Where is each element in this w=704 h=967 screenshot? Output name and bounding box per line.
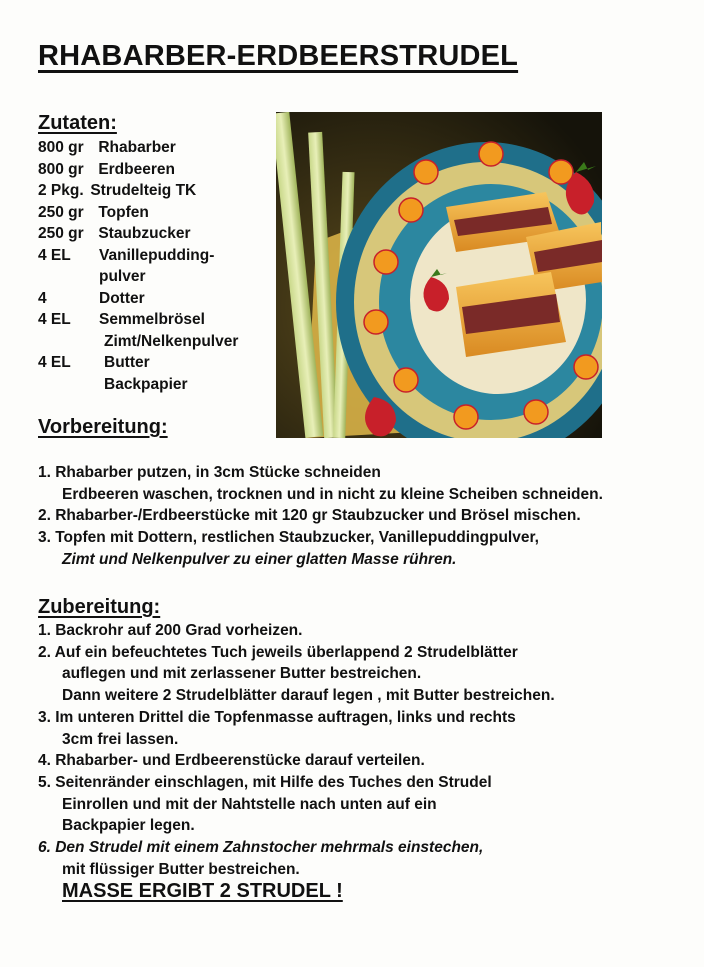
step-line: 6. Den Strudel mit einem Zahnstocher mehrmals einstechen, (38, 839, 484, 857)
ingredient-row: Backpapier (104, 375, 188, 393)
strudel-plate-illustration (276, 112, 602, 438)
ingredient-row: 250 gr Staubzucker (38, 225, 191, 242)
step-line: 3. Topfen mit Dottern, restlichen Staubzucker, Vanillepuddingpulver, (38, 529, 539, 547)
step-line: 2. Auf ein befeuchtetes Tuch jeweils überlappend 2 Strudelblätter (38, 643, 518, 661)
step-line: 1. Backrohr auf 200 Grad vorheizen. (38, 622, 303, 639)
ingredient-row: 4 Dotter (38, 289, 145, 307)
step-line: auflegen und mit zerlassener Butter bestreichen. (62, 665, 422, 683)
step-line: 1. Rhabarber putzen, in 3cm Stücke schneiden (38, 464, 381, 481)
ingredient-row: Zimt/Nelkenpulver (104, 332, 239, 350)
step-line: 5. Seitenränder einschlagen, mit Hilfe des Tuches den Strudel (38, 773, 492, 791)
preparation-heading: Vorbereitung: (38, 416, 168, 438)
ingredient-row: 4 EL Vanillepudding- (38, 246, 215, 264)
ingredient-row: 800 gr Erdbeeren (38, 160, 175, 178)
ingredient-row: 2 Pkg. Strudelteig TK (38, 182, 197, 199)
preparation-steps (38, 462, 678, 571)
step-line: Zimt und Nelkenpulver zu einer glatten Masse rühren. (62, 550, 457, 568)
method-steps (38, 620, 678, 880)
step-line: Backpapier legen. (62, 817, 195, 835)
step-line: Dann weitere 2 Strudelblätter darauf legen , mit Butter bestreichen. (62, 687, 555, 705)
ingredient-row: 800 gr Rhabarber (38, 139, 176, 156)
strudel-photo (276, 112, 602, 438)
step-line: Einrollen und mit der Nahtstelle nach unten auf ein (62, 795, 437, 813)
step-line: 2. Rhabarber-/Erdbeerstücke mit 120 gr Staubzucker und Brösel mischen. (38, 507, 581, 525)
recipe-title: RHABARBER-ERDBEERSTRUDEL (38, 40, 519, 72)
ingredients-list (38, 137, 238, 395)
step-line: Erdbeeren waschen, trocknen und in nicht zu kleine Scheiben schneiden. (62, 485, 603, 503)
yield-note: MASSE ERGIBT 2 STRUDEL ! (62, 880, 343, 902)
step-line: 4. Rhabarber- und Erdbeerenstücke darauf verteilen. (38, 752, 425, 770)
ingredient-row: pulver (99, 268, 146, 285)
ingredient-row: 4 EL Semmelbrösel (38, 311, 205, 328)
ingredients-heading: Zutaten: (38, 112, 117, 134)
ingredient-row: 250 gr Topfen (38, 203, 149, 221)
step-line: mit flüssiger Butter bestreichen. (62, 860, 300, 878)
step-line: 3. Im unteren Drittel die Topfenmasse auftragen, links und rechts (38, 708, 516, 726)
step-line: 3cm frei lassen. (62, 730, 179, 748)
ingredient-row: 4 EL Butter (38, 354, 150, 371)
method-heading: Zubereitung: (38, 596, 161, 618)
